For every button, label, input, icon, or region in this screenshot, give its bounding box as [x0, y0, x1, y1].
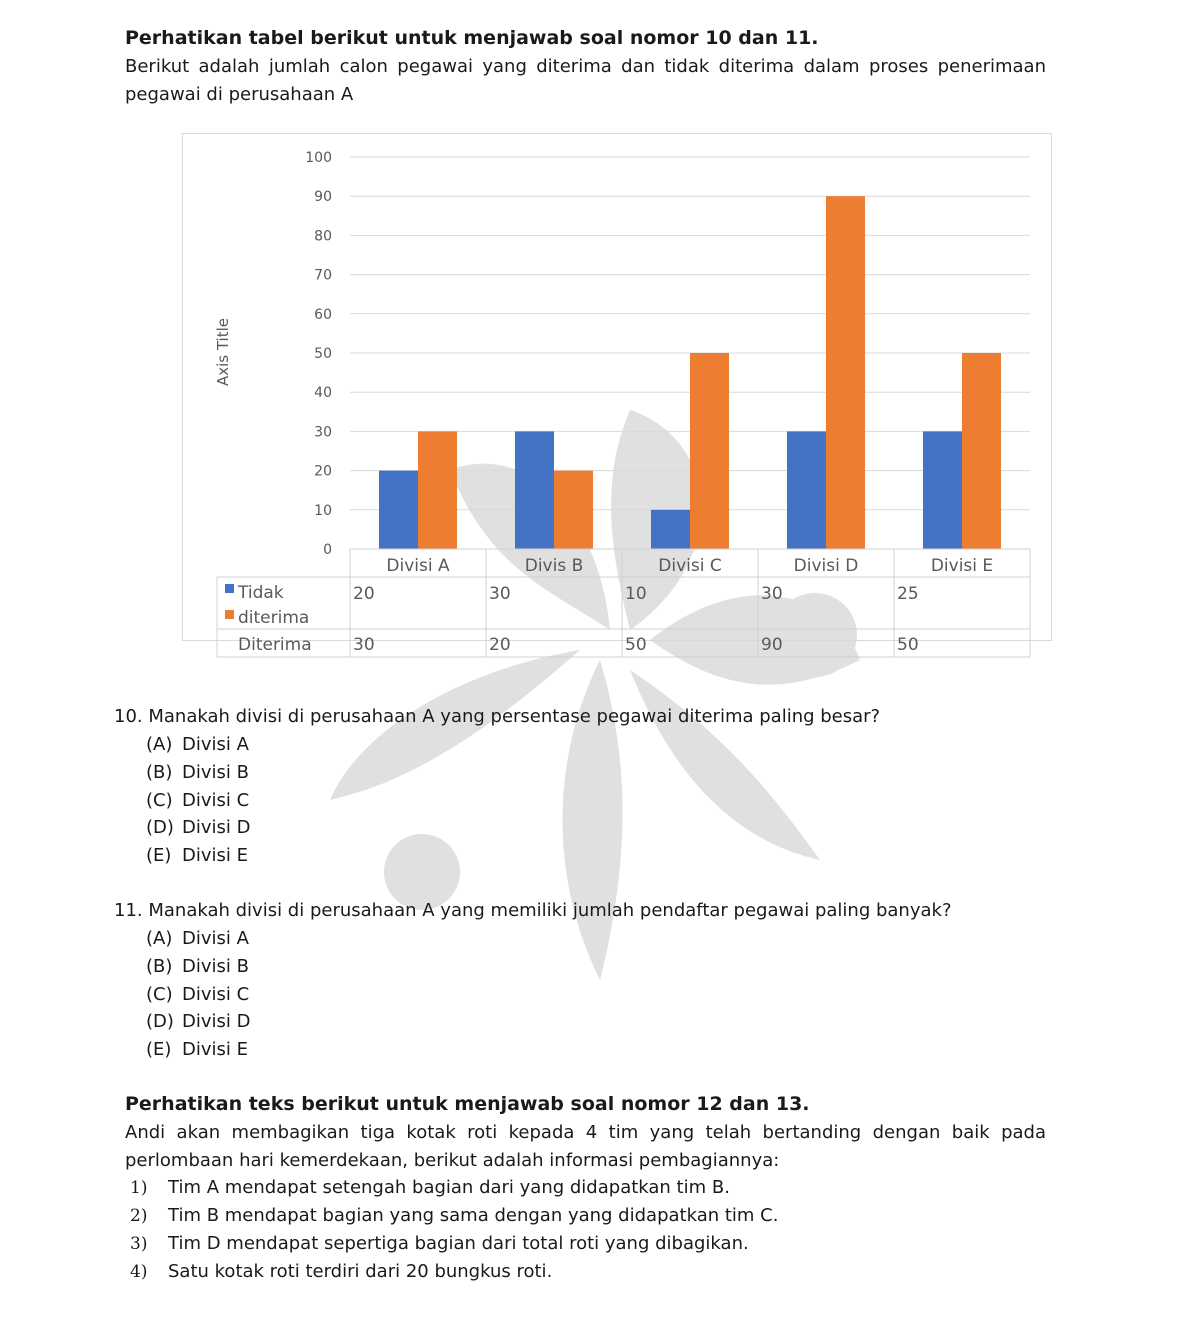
option-letter: (D): [146, 1011, 174, 1033]
legend-swatch-tidak: [225, 584, 234, 593]
option-letter: (A): [146, 734, 173, 755]
data-label: 25: [897, 584, 919, 604]
option-a[interactable]: [114, 925, 952, 953]
option-letter: (E): [146, 1039, 172, 1061]
option-b[interactable]: [114, 953, 952, 981]
bar-diterima: [554, 471, 593, 549]
y-tick-label: 100: [305, 150, 332, 166]
question-10: [114, 703, 880, 870]
option-text: Divisi A: [182, 928, 249, 949]
legend-swatch-diterima: [225, 610, 234, 619]
option-letter: (C): [146, 983, 173, 1005]
option-letter: (E): [146, 845, 172, 867]
list-text: Satu kotak roti terdiri dari 20 bungkus roti.: [168, 1261, 553, 1282]
option-d[interactable]: [114, 1008, 952, 1036]
data-label: 30: [761, 584, 783, 604]
option-letter: (B): [146, 955, 173, 977]
y-tick-label: 60: [314, 306, 332, 323]
x-category-label: Divisi E: [930, 556, 994, 576]
x-category-label: Divisi D: [793, 556, 859, 576]
y-tick-label: 50: [314, 346, 332, 362]
x-category-label: Divisi C: [658, 556, 722, 576]
bar-tidak-diterima: [651, 510, 690, 549]
x-category-label: Divisi A: [386, 556, 450, 576]
section2-text: Andi akan membagikan tiga kotak roti kepada 4 tim yang telah bertanding dengan baik pada perlombaan hari kemerdekaan, berikut adalah informasi pembagiannya:: [125, 1122, 1046, 1171]
bar-diterima: [826, 196, 865, 549]
y-tick-label: 40: [314, 385, 332, 402]
section2-heading: Perhatikan teks berikut untuk menjawab soal nomor 12 dan 13.: [125, 1093, 810, 1115]
list-item: [130, 1230, 778, 1258]
option-text: Divisi C: [182, 789, 250, 811]
option-text: Divisi E: [182, 1039, 248, 1061]
y-tick-label: 20: [314, 463, 332, 480]
option-text: Divisi A: [182, 734, 249, 755]
data-label: 50: [625, 635, 647, 655]
bar-diterima: [690, 353, 729, 549]
list-item: [130, 1258, 778, 1286]
data-label: 30: [353, 635, 375, 655]
option-letter: (B): [146, 761, 173, 783]
list-number: 1): [130, 1178, 148, 1198]
bar-diterima: [418, 431, 457, 549]
list-text: Tim A mendapat setengah bagian dari yang didapatkan tim B.: [168, 1177, 730, 1198]
list-text: Tim D mendapat sepertiga bagian dari total roti yang dibagikan.: [168, 1233, 749, 1254]
option-text: Divisi D: [182, 817, 251, 839]
x-category-label: Divis B: [524, 556, 584, 576]
bar-diterima: [962, 353, 1001, 549]
option-text: Divisi B: [182, 955, 249, 977]
info-list: [130, 1174, 778, 1286]
option-c[interactable]: [114, 981, 952, 1009]
y-tick-label: 10: [314, 502, 332, 519]
bar-tidak-diterima: [515, 431, 554, 549]
intro-heading: Perhatikan tabel berikut untuk menjawab soal nomor 10 dan 11.: [125, 27, 819, 49]
option-text: Divisi B: [182, 761, 249, 783]
option-b[interactable]: [114, 759, 880, 787]
option-text: Divisi D: [182, 1011, 251, 1033]
list-item: [130, 1202, 778, 1230]
y-tick-label: 80: [314, 228, 332, 245]
data-label: 90: [761, 635, 783, 655]
question-11: [114, 897, 952, 1064]
question-stem: 11. Manakah divisi di perusahaan A yang memiliki jumlah pendaftar pegawai paling banyak?: [114, 900, 952, 921]
y-axis-title: Axis Title: [214, 317, 232, 387]
data-label: 20: [489, 635, 511, 655]
list-number: 4): [130, 1262, 148, 1282]
option-text: Divisi E: [182, 845, 248, 867]
option-c[interactable]: [114, 787, 880, 815]
y-tick-label: 90: [314, 189, 332, 206]
option-letter: (A): [146, 928, 173, 949]
option-e[interactable]: [114, 842, 880, 870]
y-tick-label: 0: [323, 542, 332, 558]
intro-text: Berikut adalah jumlah calon pegawai yang diterima dan tidak diterima dalam proses penerimaan pegawai di perusahaan A: [125, 56, 1046, 105]
legend-label: Diterima: [238, 635, 312, 655]
data-label: 20: [353, 584, 375, 604]
list-item: [130, 1174, 778, 1202]
option-letter: (D): [146, 817, 174, 839]
list-text: Tim B mendapat bagian yang sama dengan yang didapatkan tim C.: [168, 1205, 779, 1226]
option-e[interactable]: [114, 1036, 952, 1064]
option-d[interactable]: [114, 814, 880, 842]
bar-tidak-diterima: [923, 431, 962, 549]
list-number: 2): [130, 1206, 148, 1226]
data-label: 10: [625, 584, 647, 604]
data-label: 50: [897, 635, 919, 655]
list-number: 3): [130, 1234, 148, 1254]
legend-label: diterima: [238, 608, 310, 628]
option-text: Divisi C: [182, 983, 250, 1005]
question-stem: 10. Manakah divisi di perusahaan A yang persentase pegawai diterima paling besar?: [114, 706, 881, 727]
y-tick-label: 70: [314, 267, 332, 284]
option-letter: (C): [146, 789, 173, 811]
legend-label: Tidak: [238, 583, 284, 603]
data-label: 30: [489, 584, 511, 604]
bar-tidak-diterima: [787, 431, 826, 549]
bar-tidak-diterima: [379, 471, 418, 549]
option-a[interactable]: [114, 731, 880, 759]
y-tick-label: 30: [314, 424, 332, 441]
